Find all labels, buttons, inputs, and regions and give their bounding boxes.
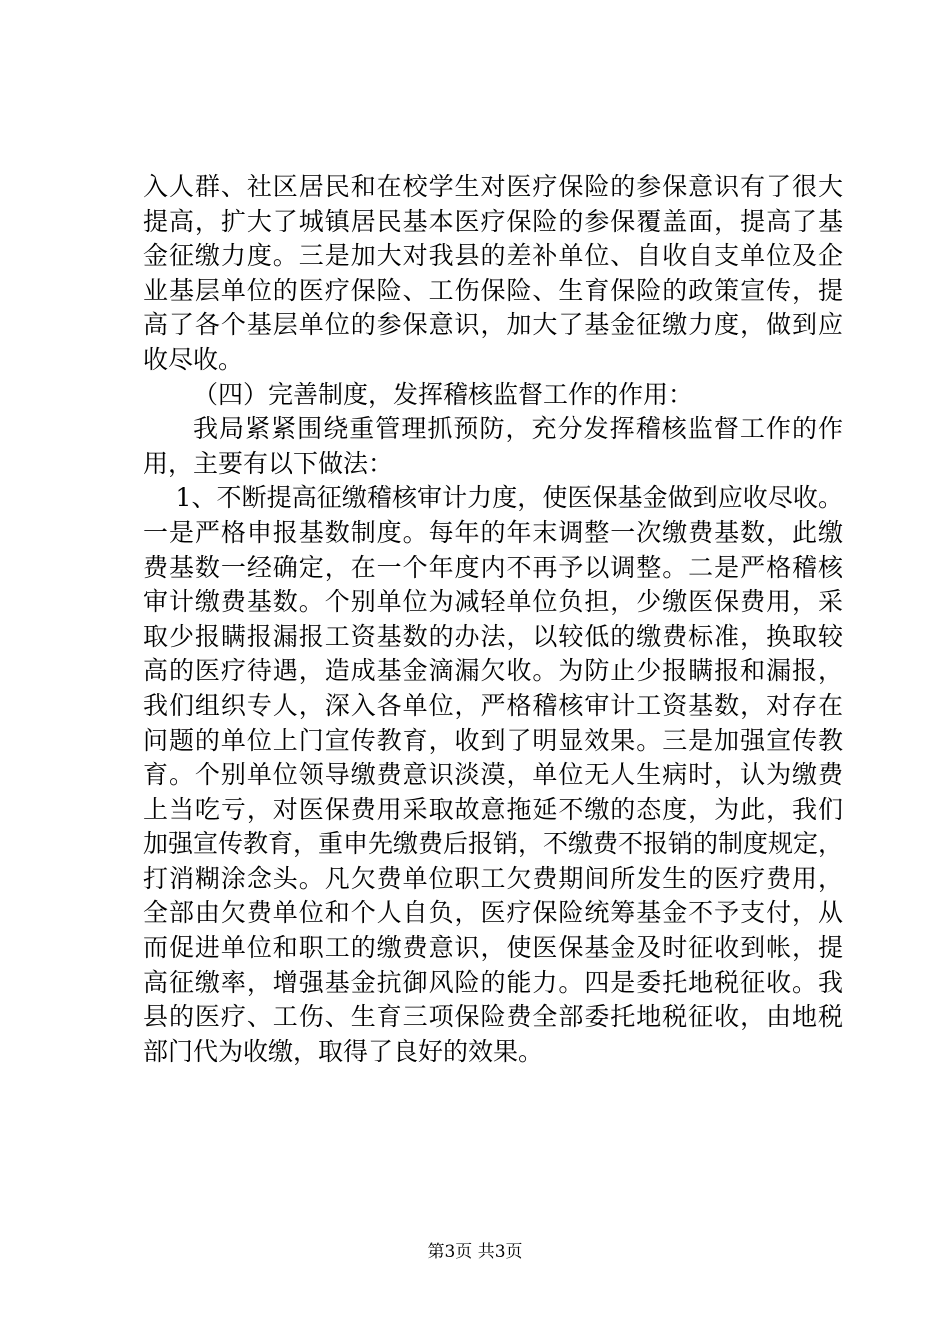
text-line: 1、不断提高征缴稽核审计力度，使医保基金做到应收尽收。 bbox=[175, 483, 843, 513]
text-line: 费基数一经确定，在一个年度内不再予以调整。二是严格稽核 bbox=[143, 552, 843, 582]
text-line: 全部由欠费单位和个人自负，医疗保险统筹基金不予支付，从 bbox=[143, 898, 843, 928]
text-line: 育。个别单位领导缴费意识淡漠，单位无人生病时，认为缴费 bbox=[143, 760, 843, 790]
page-footer: 第3页 共3页 bbox=[427, 1242, 523, 1262]
text-line: 金征缴力度。三是加大对我县的差补单位、自收自支单位及企 bbox=[143, 241, 843, 271]
text-line: 部门代为收缴，取得了良好的效果。 bbox=[143, 1036, 544, 1066]
text-line: 高的医疗待遇，造成基金滴漏欠收。为防止少报瞒报和漏报， bbox=[143, 656, 843, 686]
text-line: 我局紧紧围绕重管理抓预防，充分发挥稽核监督工作的作 bbox=[193, 414, 843, 444]
text-line: （四）完善制度，发挥稽核监督工作的作用： bbox=[193, 379, 694, 409]
text-line: 问题的单位上门宣传教育，收到了明显效果。三是加强宣传教 bbox=[143, 725, 843, 755]
text-line: 用，主要有以下做法： bbox=[143, 448, 394, 478]
text-line: 而促进单位和职工的缴费意识，使医保基金及时征收到帐，提 bbox=[143, 933, 843, 963]
text-line: 一是严格申报基数制度。每年的年末调整一次缴费基数，此缴 bbox=[143, 517, 843, 547]
text-line: 取少报瞒报漏报工资基数的办法，以较低的缴费标准，换取较 bbox=[143, 621, 843, 651]
text-line: 高了各个基层单位的参保意识，加大了基金征缴力度，做到应 bbox=[143, 310, 843, 340]
text-line: 收尽收。 bbox=[143, 344, 244, 374]
text-line: 提高，扩大了城镇居民基本医疗保险的参保覆盖面，提高了基 bbox=[143, 206, 843, 236]
text-line: 入人群、社区居民和在校学生对医疗保险的参保意识有了很大 bbox=[143, 172, 843, 201]
text-line: 加强宣传教育，重申先缴费后报销，不缴费不报销的制度规定， bbox=[143, 829, 844, 859]
text-line: 业基层单位的医疗保险、工伤保险、生育保险的政策宣传，提 bbox=[143, 275, 843, 305]
text-line: 我们组织专人，深入各单位，严格稽核审计工资基数，对存在 bbox=[143, 690, 843, 720]
text-line: 打消糊涂念头。凡欠费单位职工欠费期间所发生的医疗费用， bbox=[143, 863, 843, 893]
text-line: 上当吃亏，对医保费用采取故意拖延不缴的态度，为此，我们 bbox=[143, 794, 843, 824]
text-line: 高征缴率，增强基金抗御风险的能力。四是委托地税征收。我 bbox=[143, 967, 843, 997]
text-line: 县的医疗、工伤、生育三项保险费全部委托地税征收，由地税 bbox=[143, 1002, 843, 1032]
text-line: 审计缴费基数。个别单位为减轻单位负担，少缴医保费用，采 bbox=[143, 587, 843, 617]
document-body bbox=[143, 170, 843, 1069]
